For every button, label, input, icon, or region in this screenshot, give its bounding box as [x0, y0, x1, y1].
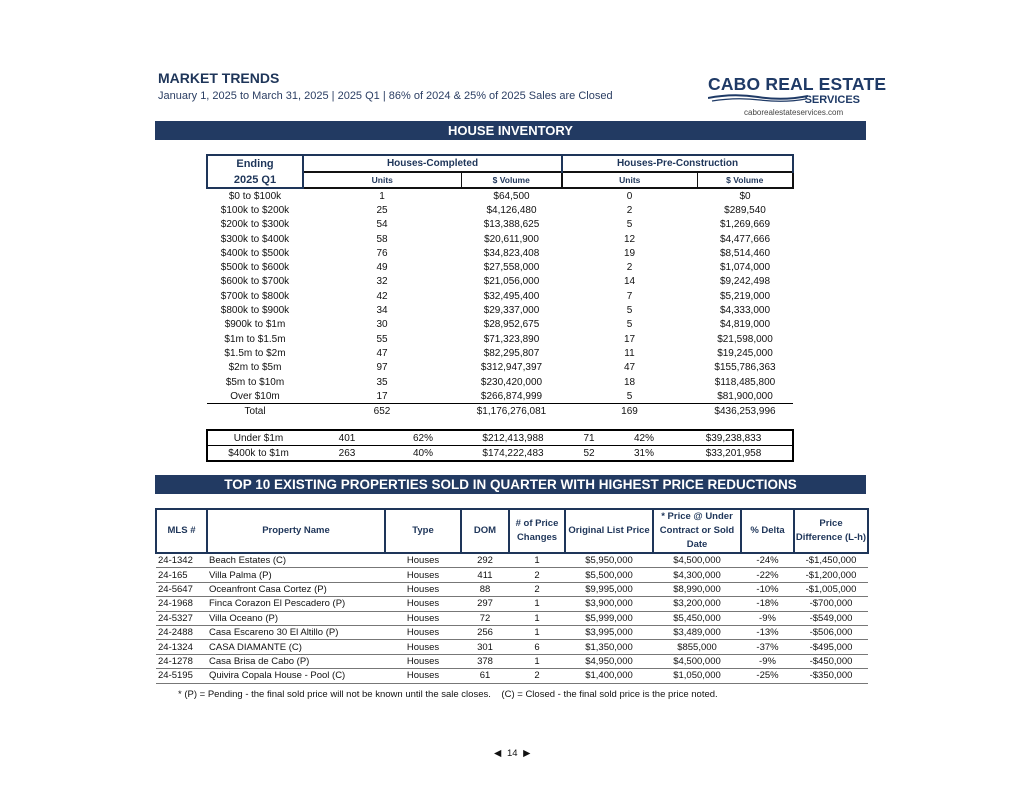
mls-number: 24-165	[156, 568, 207, 582]
table-row	[156, 568, 868, 582]
property-type: Houses	[385, 611, 461, 625]
property-type: Houses	[385, 669, 461, 683]
days-on-market: 378	[461, 654, 509, 668]
table-row	[156, 553, 868, 568]
company-logo	[708, 74, 887, 106]
total-volume-completed: $1,176,276,081	[461, 404, 562, 419]
units-completed: 34	[376, 305, 388, 317]
volume-preconstruction: $4,333,000	[719, 305, 771, 317]
inventory-row	[207, 188, 793, 203]
price-difference: -$549,000	[794, 611, 868, 625]
units-completed: 47	[376, 347, 388, 359]
percent-delta: -22%	[741, 568, 794, 582]
sold-price: $4,500,000	[653, 553, 741, 568]
summary-pct-preconstruction: 31%	[633, 447, 654, 459]
volume-completed: $4,126,480	[486, 204, 537, 216]
inventory-header-row-1	[207, 155, 793, 172]
volume-preconstruction: $9,242,498	[719, 276, 771, 288]
summary-row	[207, 430, 793, 446]
header-houses-preconstruction: Houses-Pre-Construction	[562, 155, 793, 172]
volume-completed: $27,558,000	[483, 262, 540, 274]
volume-preconstruction: $1,074,000	[719, 262, 771, 274]
price-difference: -$1,200,000	[794, 568, 868, 582]
original-list-price: $3,900,000	[565, 597, 653, 611]
summary-volume-preconstruction: $33,201,958	[705, 447, 762, 459]
days-on-market: 61	[461, 669, 509, 683]
header-type: Type	[385, 509, 461, 553]
price-changes: 1	[509, 654, 565, 668]
summary-label: $400k to $1m	[228, 447, 289, 459]
original-list-price: $5,500,000	[565, 568, 653, 582]
property-type: Houses	[385, 654, 461, 668]
property-type: Houses	[385, 582, 461, 596]
units-preconstruction: 5	[626, 219, 633, 231]
sold-price: $3,200,000	[653, 597, 741, 611]
header-mls: MLS #	[156, 509, 207, 553]
total-volume-preconstruction: $436,253,996	[697, 404, 793, 419]
volume-completed: $64,500	[493, 190, 530, 202]
price-changes: 1	[509, 553, 565, 568]
days-on-market: 301	[461, 640, 509, 654]
price-range: $600k to $700k	[220, 276, 290, 288]
page-title: MARKET TRENDS	[158, 70, 280, 86]
sold-price: $855,000	[653, 640, 741, 654]
inventory-row	[207, 218, 793, 232]
volume-preconstruction: $1,269,669	[719, 219, 771, 231]
units-preconstruction: 14	[623, 276, 636, 288]
total-units-completed: 652	[303, 404, 461, 419]
top10-reductions-banner: TOP 10 EXISTING PROPERTIES SOLD IN QUARTER WITH HIGHEST PRICE REDUCTIONS	[155, 475, 866, 494]
inventory-row	[207, 303, 793, 317]
sold-price: $1,050,000	[653, 669, 741, 683]
mls-number: 24-1968	[156, 597, 207, 611]
units-completed: 58	[376, 233, 388, 245]
inventory-row	[207, 375, 793, 389]
property-name: Casa Brisa de Cabo (P)	[207, 654, 385, 668]
price-difference: -$450,000	[794, 654, 868, 668]
inventory-row	[207, 346, 793, 360]
units-preconstruction: 17	[623, 333, 636, 345]
inventory-row	[207, 332, 793, 346]
property-name: Finca Corazon El Pescadero (P)	[207, 597, 385, 611]
header-percent-delta: % Delta	[741, 509, 794, 553]
header-price-difference: Price Difference (L-h)	[794, 509, 868, 553]
inventory-header-row-2	[207, 172, 793, 188]
percent-delta: -18%	[741, 597, 794, 611]
volume-completed: $32,495,400	[483, 290, 540, 302]
inventory-row	[207, 389, 793, 404]
volume-completed: $230,420,000	[480, 376, 543, 388]
price-difference: -$1,450,000	[794, 553, 868, 568]
property-name: Quivira Copala House - Pool (C)	[207, 669, 385, 683]
table-row	[156, 654, 868, 668]
summary-volume-completed: $174,222,483	[482, 447, 544, 459]
volume-preconstruction: $4,819,000	[719, 319, 771, 331]
sold-price: $4,300,000	[653, 568, 741, 582]
header-period: 2025 Q1	[207, 172, 303, 188]
volume-completed: $29,337,000	[483, 305, 540, 317]
footnote: * (P) = Pending - the final sold price will not be known until the sale closes. (C) = Closed - the final sold price is the price noted.	[178, 689, 718, 700]
days-on-market: 72	[461, 611, 509, 625]
inventory-row	[207, 361, 793, 375]
volume-preconstruction: $155,786,363	[714, 362, 776, 374]
header-volume-completed: $ Volume	[461, 172, 562, 188]
volume-preconstruction: $4,477,666	[719, 233, 771, 245]
price-changes: 1	[509, 625, 565, 639]
price-range: $100k to $200k	[220, 204, 290, 216]
price-range: $2m to $5m	[228, 362, 282, 374]
house-inventory-banner: HOUSE INVENTORY	[155, 121, 866, 140]
logo-main-text: CABO REAL ESTATE	[708, 74, 887, 94]
mls-number: 24-2488	[156, 625, 207, 639]
price-range: $400k to $500k	[220, 247, 290, 259]
total-label: Total	[207, 404, 303, 419]
inventory-total-row	[207, 404, 793, 419]
volume-completed: $21,056,000	[483, 276, 540, 288]
summary-row	[207, 446, 793, 462]
original-list-price: $4,950,000	[565, 654, 653, 668]
price-range: $1.5m to $2m	[224, 347, 286, 359]
original-list-price: $1,350,000	[565, 640, 653, 654]
property-name: Casa Escareno 30 El Altillo (P)	[207, 625, 385, 639]
inventory-body	[207, 188, 793, 404]
units-preconstruction: 19	[623, 247, 636, 259]
summary-pct-preconstruction: 42%	[633, 432, 654, 444]
header-units-preconstruction: Units	[562, 172, 697, 188]
volume-preconstruction: $0	[739, 190, 751, 202]
inventory-summary-table	[206, 429, 794, 462]
property-type: Houses	[385, 597, 461, 611]
sold-price: $8,990,000	[653, 582, 741, 596]
price-difference: -$1,005,000	[794, 582, 868, 596]
header-price-changes: # of Price Changes	[509, 509, 565, 553]
percent-delta: -10%	[741, 582, 794, 596]
volume-completed: $266,874,999	[480, 390, 543, 402]
volume-completed: $28,952,675	[483, 319, 540, 331]
percent-delta: -9%	[741, 611, 794, 625]
header-houses-completed: Houses-Completed	[303, 155, 562, 172]
units-preconstruction: 11	[624, 347, 635, 359]
mls-number: 24-5195	[156, 669, 207, 683]
units-completed: 35	[376, 376, 388, 388]
price-changes: 1	[509, 611, 565, 625]
days-on-market: 292	[461, 553, 509, 568]
price-difference: -$350,000	[794, 669, 868, 683]
table-row	[156, 640, 868, 654]
units-completed: 42	[376, 290, 388, 302]
units-preconstruction: 7	[626, 290, 633, 302]
property-name: Beach Estates (C)	[207, 553, 385, 568]
inventory-row	[207, 232, 793, 246]
volume-preconstruction: $19,245,000	[717, 347, 773, 359]
summary-units-completed: 401	[338, 432, 356, 444]
percent-delta: -25%	[741, 669, 794, 683]
sold-price: $3,489,000	[653, 625, 741, 639]
property-type: Houses	[385, 640, 461, 654]
summary-units-preconstruction: 52	[583, 447, 595, 459]
top10-reductions-table	[155, 508, 869, 684]
summary-pct-completed: 40%	[412, 447, 433, 459]
price-range: Over $10m	[230, 390, 280, 402]
summary-volume-preconstruction: $39,238,833	[705, 432, 762, 444]
original-list-price: $1,400,000	[565, 669, 653, 683]
top10-header-row	[156, 509, 868, 553]
units-preconstruction: 2	[626, 204, 633, 216]
summary-volume-completed: $212,413,988	[482, 432, 544, 444]
mls-number: 24-1324	[156, 640, 207, 654]
percent-delta: -13%	[741, 625, 794, 639]
days-on-market: 88	[461, 582, 509, 596]
inventory-row	[207, 246, 793, 260]
price-range: $700k to $800k	[220, 290, 290, 302]
website-url: caborealestateservices.com	[744, 108, 844, 117]
volume-preconstruction: $118,485,800	[714, 376, 776, 388]
units-preconstruction: 47	[623, 362, 636, 374]
price-difference: -$506,000	[794, 625, 868, 639]
sold-price: $4,500,000	[653, 654, 741, 668]
volume-completed: $312,947,397	[480, 362, 543, 374]
original-list-price: $9,995,000	[565, 582, 653, 596]
units-completed: 55	[376, 333, 388, 345]
summary-units-preconstruction: 71	[583, 432, 595, 444]
days-on-market: 256	[461, 625, 509, 639]
header-units-completed: Units	[303, 172, 461, 188]
price-range: $1m to $1.5m	[224, 333, 286, 345]
total-units-preconstruction: 169	[562, 404, 697, 419]
price-range: $200k to $300k	[220, 219, 290, 231]
units-completed: 76	[376, 247, 388, 259]
volume-completed: $13,388,625	[483, 219, 540, 231]
price-changes: 6	[509, 640, 565, 654]
summary-body	[207, 430, 793, 461]
inventory-row	[207, 203, 793, 217]
header-property-name: Property Name	[207, 509, 385, 553]
top10-body	[156, 553, 868, 683]
units-preconstruction: 5	[626, 319, 633, 331]
units-preconstruction: 0	[626, 190, 633, 202]
units-completed: 17	[376, 390, 388, 402]
page-navigator	[494, 748, 530, 759]
logo-sub-text: SERVICES	[804, 94, 860, 106]
header-original-list-price: Original List Price	[565, 509, 653, 553]
mls-number: 24-1342	[156, 553, 207, 568]
units-preconstruction: 18	[623, 376, 636, 388]
logo-wave-icon	[708, 93, 808, 102]
house-inventory-table	[206, 154, 794, 419]
units-completed: 30	[376, 319, 388, 331]
sold-price: $5,450,000	[653, 611, 741, 625]
price-difference: -$495,000	[794, 640, 868, 654]
property-type: Houses	[385, 625, 461, 639]
inventory-row	[207, 289, 793, 303]
units-preconstruction: 2	[626, 262, 633, 274]
mls-number: 24-5647	[156, 582, 207, 596]
price-changes: 1	[509, 597, 565, 611]
percent-delta: -24%	[741, 553, 794, 568]
days-on-market: 411	[461, 568, 509, 582]
summary-pct-completed: 62%	[412, 432, 433, 444]
property-type: Houses	[385, 553, 461, 568]
units-completed: 1	[379, 190, 385, 202]
table-row	[156, 582, 868, 596]
property-name: Oceanfront Casa Cortez (P)	[207, 582, 385, 596]
units-preconstruction: 12	[623, 233, 636, 245]
units-completed: 54	[376, 219, 388, 231]
table-row	[156, 625, 868, 639]
days-on-market: 297	[461, 597, 509, 611]
summary-label: Under $1m	[233, 432, 284, 444]
inventory-row	[207, 275, 793, 289]
price-range: $500k to $600k	[220, 262, 290, 274]
summary-units-completed: 263	[338, 447, 356, 459]
volume-completed: $20,611,900	[484, 233, 539, 245]
original-list-price: $5,999,000	[565, 611, 653, 625]
table-row	[156, 611, 868, 625]
page-subtitle: January 1, 2025 to March 31, 2025 | 2025 Q1 | 86% of 2024 & 25% of 2025 Sales are Closed	[158, 90, 613, 102]
header-dom: DOM	[461, 509, 509, 553]
header-ending: Ending	[207, 155, 303, 172]
units-completed: 49	[376, 262, 388, 274]
units-completed: 97	[376, 362, 388, 374]
header-volume-preconstruction: $ Volume	[697, 172, 793, 188]
table-row	[156, 669, 868, 683]
price-range: $900k to $1m	[224, 319, 286, 331]
inventory-row	[207, 318, 793, 332]
original-list-price: $5,950,000	[565, 553, 653, 568]
volume-preconstruction: $8,514,460	[719, 247, 771, 259]
original-list-price: $3,995,000	[565, 625, 653, 639]
price-changes: 2	[509, 669, 565, 683]
inventory-row	[207, 260, 793, 274]
property-name: CASA DIAMANTE (C)	[207, 640, 385, 654]
mls-number: 24-1278	[156, 654, 207, 668]
page-number: 14	[506, 748, 518, 759]
price-range: $800k to $900k	[220, 305, 290, 317]
percent-delta: -37%	[741, 640, 794, 654]
mls-number: 24-5327	[156, 611, 207, 625]
price-difference: -$700,000	[794, 597, 868, 611]
volume-preconstruction: $289,540	[724, 204, 766, 216]
units-completed: 32	[376, 276, 388, 288]
previous-page-icon[interactable]: ◀	[494, 748, 502, 759]
units-preconstruction: 5	[626, 390, 633, 402]
volume-preconstruction: $5,219,000	[719, 290, 771, 302]
volume-completed: $71,323,890	[483, 333, 540, 345]
price-range: $300k to $400k	[220, 233, 290, 245]
volume-preconstruction: $21,598,000	[717, 333, 773, 345]
header-sold-price: * Price @ Under Contract or Sold Date	[653, 509, 741, 553]
units-preconstruction: 5	[626, 305, 633, 317]
property-type: Houses	[385, 568, 461, 582]
next-page-icon[interactable]: ▶	[523, 748, 531, 759]
property-name: Villa Palma (P)	[207, 568, 385, 582]
property-name: Villa Oceano (P)	[207, 611, 385, 625]
price-changes: 2	[509, 568, 565, 582]
volume-completed: $34,823,408	[483, 247, 540, 259]
percent-delta: -9%	[741, 654, 794, 668]
price-range: $0 to $100k	[228, 190, 282, 202]
table-row	[156, 597, 868, 611]
volume-completed: $82,295,807	[483, 347, 540, 359]
volume-preconstruction: $81,900,000	[717, 390, 773, 402]
price-changes: 2	[509, 582, 565, 596]
units-completed: 25	[376, 204, 388, 216]
price-range: $5m to $10m	[225, 376, 285, 388]
